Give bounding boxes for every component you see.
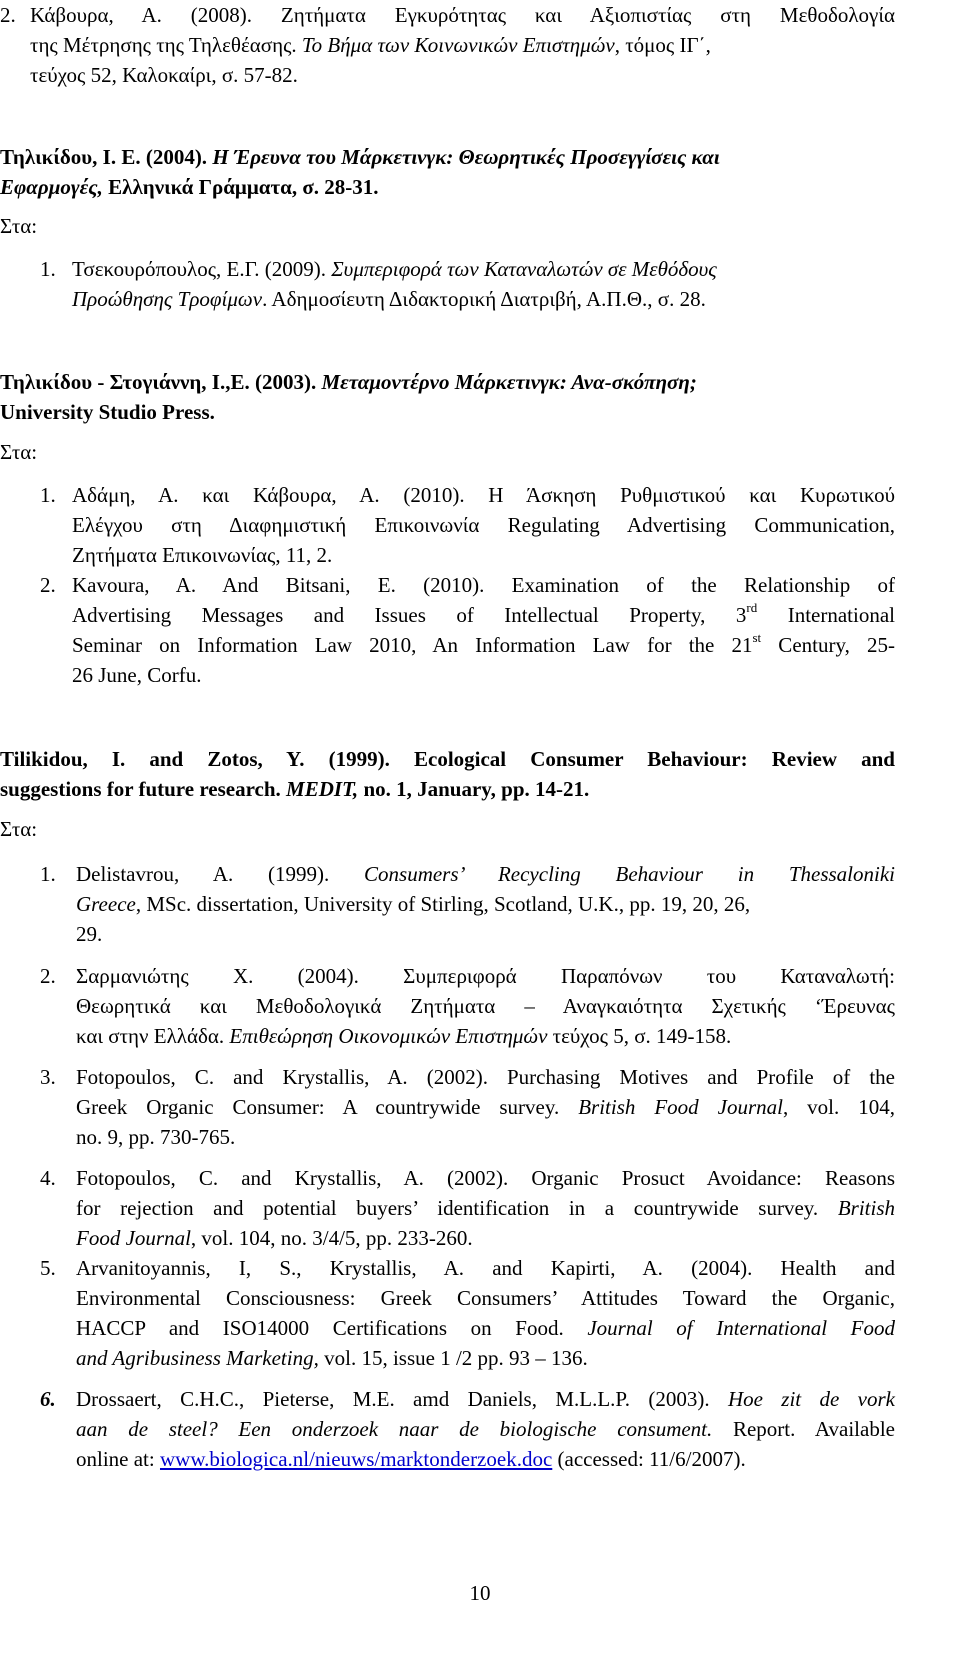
citation-line: no. 9, pp. 730-765. bbox=[76, 1125, 236, 1149]
list-number: 6. bbox=[40, 1387, 56, 1411]
citation-line: Environmental Consciousness: Greek Consumers’ Attitudes Toward the Organic, bbox=[76, 1286, 895, 1310]
citation-line: Delistavrou, A. (1999). Consumers’ Recycling Behaviour in Thessaloniki bbox=[76, 862, 895, 886]
citation-line: Kavoura, A. And Bitsani, E. (2010). Examination of the Relationship of bbox=[72, 573, 895, 597]
citation-line: HACCP and ISO14000 Certifications on Food. Journal of International Food bbox=[76, 1316, 895, 1340]
list-number: 1. bbox=[40, 483, 56, 507]
citation-line: Arvanitoyannis, I, S., Krystallis, A. and Kapirti, A. (2004). Health and bbox=[76, 1256, 895, 1280]
citation-line: Σαρμανιώτης Χ. (2004). Συμπεριφορά Παραπόνων του Καταναλωτή: bbox=[76, 964, 895, 988]
citation-line: τεύχος 52, Καλοκαίρι, σ. 57-82. bbox=[30, 63, 298, 87]
page-number: 10 bbox=[469, 1581, 491, 1605]
citation-line: online at: www.biologica.nl/nieuws/marktonderzoek.doc (accessed: 11/6/2007). bbox=[76, 1447, 746, 1471]
list-number: 5. bbox=[40, 1256, 56, 1280]
reference-heading: Εφαρμογές, Ελληνικά Γράμματα, σ. 28-31. bbox=[0, 175, 379, 199]
citation-line: Ζητήματα Επικοινωνίας, 11, 2. bbox=[72, 543, 333, 567]
citation-line: Fotopoulos, C. and Krystallis, A. (2002). Organic Prosuct Avoidance: Reasons bbox=[76, 1166, 895, 1190]
citation-line: Greek Organic Consumer: A countrywide survey. British Food Journal, vol. 104, bbox=[76, 1095, 895, 1119]
list-number: 3. bbox=[40, 1065, 56, 1089]
citation-line: της Μέτρησης της Τηλεθέασης. Το Βήμα των Κοινωνικών Επιστημών, τόμος ΙΓ΄, bbox=[30, 33, 711, 57]
citation-line: 26 June, Corfu. bbox=[72, 663, 202, 687]
citation-line: Food Journal, vol. 104, no. 3/4/5, pp. 233-260. bbox=[76, 1226, 473, 1250]
reference-heading: University Studio Press. bbox=[0, 400, 215, 424]
citation-line: Τσεκουρόπουλος, Ε.Γ. (2009). Συμπεριφορά των Καταναλωτών σε Μεθόδους bbox=[72, 257, 717, 281]
citation-line: and Agribusiness Marketing, vol. 15, issue 1 /2 pp. 93 – 136. bbox=[76, 1346, 588, 1370]
citation-line: for rejection and potential buyers’ identification in a countrywide survey. British bbox=[76, 1196, 895, 1220]
citation-line: Θεωρητικά και Μεθοδολογικά Ζητήματα – Αναγκαιότητα Σχετικής ‘Έρευνας bbox=[76, 994, 895, 1018]
list-number: 2. bbox=[40, 573, 56, 597]
citation-line: Κάβουρα, Α. (2008). Ζητήματα Εγκυρότητας και Αξιοπιστίας στη Μεθοδολογία bbox=[30, 3, 895, 27]
citation-line: και στην Ελλάδα. Επιθεώρηση Οικονομικών Επιστημών τεύχος 5, σ. 149-158. bbox=[76, 1024, 732, 1048]
citation-line: Seminar on Information Law 2010, An Information Law for the 21st Century, 25- bbox=[72, 630, 895, 657]
cited-in-label: Στα: bbox=[0, 817, 38, 841]
list-number: 2. bbox=[40, 964, 56, 988]
reference-heading: Τηλικίδου, Ι. Ε. (2004). Η Έρευνα του Μάρκετινγκ: Θεωρητικές Προσεγγίσεις και bbox=[0, 145, 720, 169]
cited-in-label: Στα: bbox=[0, 214, 38, 238]
citation-line: Advertising Messages and Issues of Intellectual Property, 3rd International bbox=[72, 600, 895, 627]
citation-line: Προώθησης Τροφίμων. Αδημοσίευτη Διδακτορική Διατριβή, Α.Π.Θ., σ. 28. bbox=[72, 287, 706, 311]
citation-line: Greece, MSc. dissertation, University of Stirling, Scotland, U.K., pp. 19, 20, 26, bbox=[76, 892, 751, 916]
reference-heading: Tilikidou, I. and Zotos, Y. (1999). Ecological Consumer Behaviour: Review and bbox=[0, 747, 895, 771]
reference-heading: Τηλικίδου - Στογιάννη, Ι.,Ε. (2003). Μεταμοντέρνο Μάρκετινγκ: Ανα-σκόπηση; bbox=[0, 370, 697, 394]
cited-in-label: Στα: bbox=[0, 440, 38, 464]
citation-line: aan de steel? Een onderzoek naar de biologische consument. Report. Available bbox=[76, 1417, 895, 1441]
list-number: 1. bbox=[40, 257, 56, 281]
citation-line: 29. bbox=[76, 922, 103, 946]
reference-heading: suggestions for future research. MEDIT, no. 1, January, pp. 14-21. bbox=[0, 777, 590, 801]
citation-line: Fotopoulos, C. and Krystallis, A. (2002). Purchasing Motives and Profile of the bbox=[76, 1065, 895, 1089]
citation-line: Αδάμη, Α. και Κάβουρα, Α. (2010). Η Άσκηση Ρυθμιστικού και Κυρωτικού bbox=[72, 483, 895, 507]
citation-line: Ελέγχου στη Διαφημιστική Επικοινωνία Regulating Advertising Communication, bbox=[72, 513, 895, 537]
list-number: 2. bbox=[0, 3, 16, 27]
report-link[interactable]: www.biologica.nl/nieuws/marktonderzoek.doc bbox=[159, 1447, 553, 1471]
citation-line: Drossaert, C.H.C., Pieterse, M.E. amd Daniels, M.L.L.P. (2003). Hoe zit de vork bbox=[76, 1387, 895, 1411]
list-number: 4. bbox=[40, 1166, 56, 1190]
list-number: 1. bbox=[40, 862, 56, 886]
